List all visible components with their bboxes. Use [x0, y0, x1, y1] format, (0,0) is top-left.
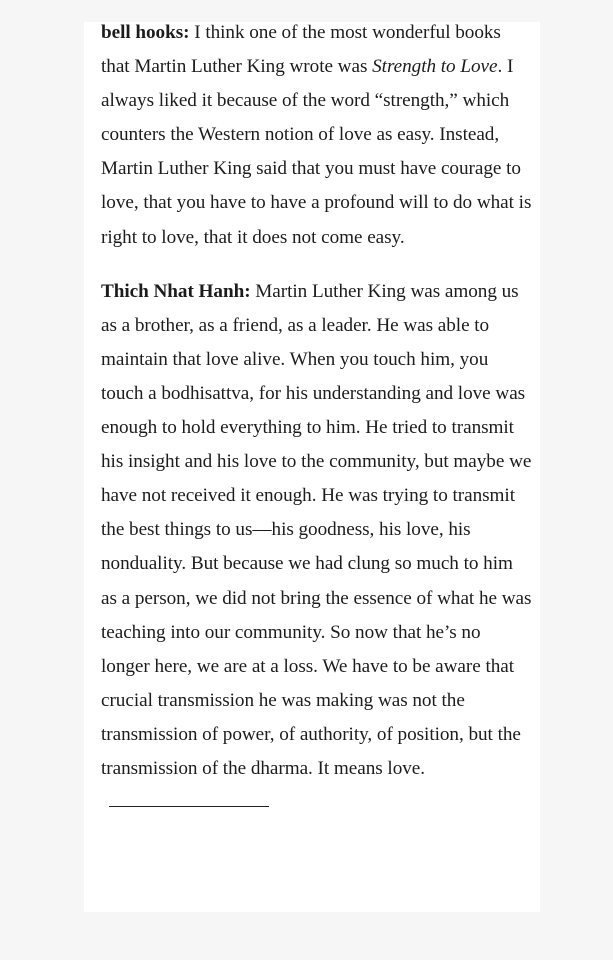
paragraph-thich-nhat-hanh: [101, 275, 533, 821]
book-title: Strength to Love: [372, 56, 498, 78]
speaker-name: Thich Nhat Hanh:: [101, 280, 251, 302]
paragraph-text: Martin Luther King was among us as a brother, as a friend, as a leader. He was able to maintain that love alive. When you touch him, you touch a bodhisattva, for his understanding and love was enough to hold everything to him. He tried to transmit his insight and his love to the community, but maybe we have not received it enough. He was trying to transmit the best things to us—his goodness, his love, his nonduality. But because we had clung so much to him as a person, we did not bring the essence of what he was teaching into our community. So now that he’s no longer here, we are at a loss. We have to be aware that crucial transmission he was making was not the transmission of power, of authority, of position, but the transmission of the dharma. It means love.: [101, 280, 532, 779]
article-page: [84, 22, 540, 912]
paragraph-text: . I always liked it because of the word “strength,” which counters the Western notion of love as easy. Instead, Martin Luther King said that you must have courage to love, that you have to have a profound will to do what is right to love, that it does not come easy.: [101, 56, 532, 248]
paragraph-bell-hooks: [101, 16, 533, 255]
article-body: [101, 16, 533, 820]
paragraph-text: I think one of the most wonderful books that Martin Luther King wrote was: [101, 22, 501, 78]
end-of-article-rule: [109, 806, 269, 807]
speaker-name: bell hooks:: [101, 22, 190, 43]
